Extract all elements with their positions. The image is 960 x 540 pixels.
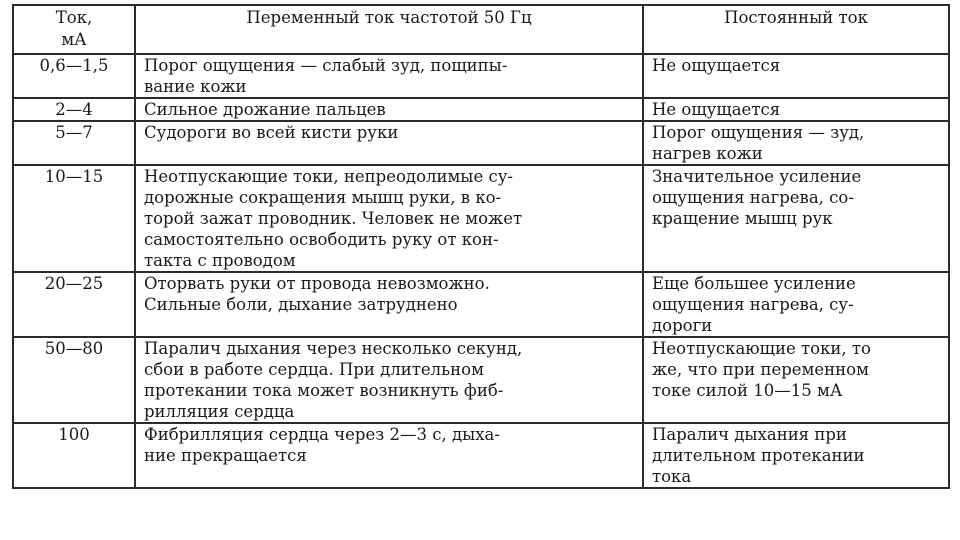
cell-ac-line: Фибрилляция сердца через 2—3 с, дыха- [144, 425, 500, 444]
cell-ac [135, 121, 643, 165]
header-current-line: мА [61, 30, 87, 49]
cell-dc-line: тока [652, 467, 692, 486]
cell-dc-line: ощущения нагрева, су- [652, 295, 854, 314]
cell-dc-line: Неотпускающие токи, то [652, 339, 871, 358]
cell-ac [135, 272, 643, 337]
cell-ac-line: протекании тока может возникнуть фиб- [144, 381, 504, 400]
cell-dc-line: Не ощущается [652, 56, 781, 75]
cell-ac-line: Неотпускающие токи, непреодолимые су- [144, 167, 513, 186]
cell-current: 20—25 [13, 272, 135, 337]
cell-dc [643, 423, 949, 488]
cell-current: 100 [13, 423, 135, 488]
cell-ac-line: дорожные сокращения мышц руки, в ко- [144, 188, 502, 207]
cell-dc [643, 337, 949, 423]
cell-ac-line: Сильные боли, дыхание затруднено [144, 295, 458, 314]
cell-ac [135, 165, 643, 272]
cell-ac-line: ние прекращается [144, 446, 307, 465]
table-row [13, 121, 949, 165]
cell-ac-line: самостоятельно освободить руку от кон- [144, 230, 499, 249]
header-ac: Переменный ток частотой 50 Гц [135, 5, 643, 54]
cell-ac-line: Оторвать руки от провода невозможно. [144, 274, 490, 293]
table-row [13, 337, 949, 423]
cell-current: 0,6—1,5 [13, 54, 135, 98]
cell-ac [135, 337, 643, 423]
cell-dc [643, 98, 949, 121]
cell-ac-line: торой зажат проводник. Человек не может [144, 209, 523, 228]
cell-current: 2—4 [13, 98, 135, 121]
cell-dc-line: длительном протекании [652, 446, 865, 465]
cell-dc [643, 121, 949, 165]
cell-ac-line: Судороги во всей кисти руки [144, 123, 399, 142]
current-effects-table [12, 4, 950, 489]
cell-ac-line: Порог ощущения — слабый зуд, пощипы- [144, 56, 508, 75]
cell-dc [643, 54, 949, 98]
table-row [13, 98, 949, 121]
cell-dc-line: кращение мышц рук [652, 209, 833, 228]
cell-current: 10—15 [13, 165, 135, 272]
cell-dc-line: дороги [652, 316, 713, 335]
cell-dc-line: Еще большее усиление [652, 274, 856, 293]
cell-dc-line: Значительное усиление [652, 167, 862, 186]
header-dc: Постоянный ток [643, 5, 949, 54]
cell-dc [643, 272, 949, 337]
cell-dc-line: Не ощущается [652, 100, 781, 119]
cell-ac-line: рилляция сердца [144, 402, 295, 421]
table-body [13, 54, 949, 488]
cell-ac [135, 54, 643, 98]
table-row [13, 54, 949, 98]
table-header-row [13, 5, 949, 54]
cell-ac-line: вание кожи [144, 77, 247, 96]
table-row [13, 423, 949, 488]
header-current-line: Ток, [55, 8, 93, 27]
cell-dc-line: Порог ощущения — зуд, [652, 123, 865, 142]
cell-ac [135, 423, 643, 488]
table-row [13, 272, 949, 337]
cell-current: 5—7 [13, 121, 135, 165]
cell-ac-line: Паралич дыхания через несколько секунд, [144, 339, 523, 358]
header-current [13, 5, 135, 54]
cell-ac [135, 98, 643, 121]
table-row [13, 165, 949, 272]
cell-dc-line: Паралич дыхания при [652, 425, 847, 444]
cell-dc-line: ощущения нагрева, со- [652, 188, 854, 207]
cell-dc-line: же, что при переменном [652, 360, 869, 379]
cell-ac-line: сбои в работе сердца. При длительном [144, 360, 484, 379]
cell-ac-line: Сильное дрожание пальцев [144, 100, 386, 119]
cell-ac-line: такта с проводом [144, 251, 296, 270]
cell-dc-line: токе силой 10—15 мА [652, 381, 843, 400]
cell-current: 50—80 [13, 337, 135, 423]
cell-dc-line: нагрев кожи [652, 144, 763, 163]
cell-dc [643, 165, 949, 272]
